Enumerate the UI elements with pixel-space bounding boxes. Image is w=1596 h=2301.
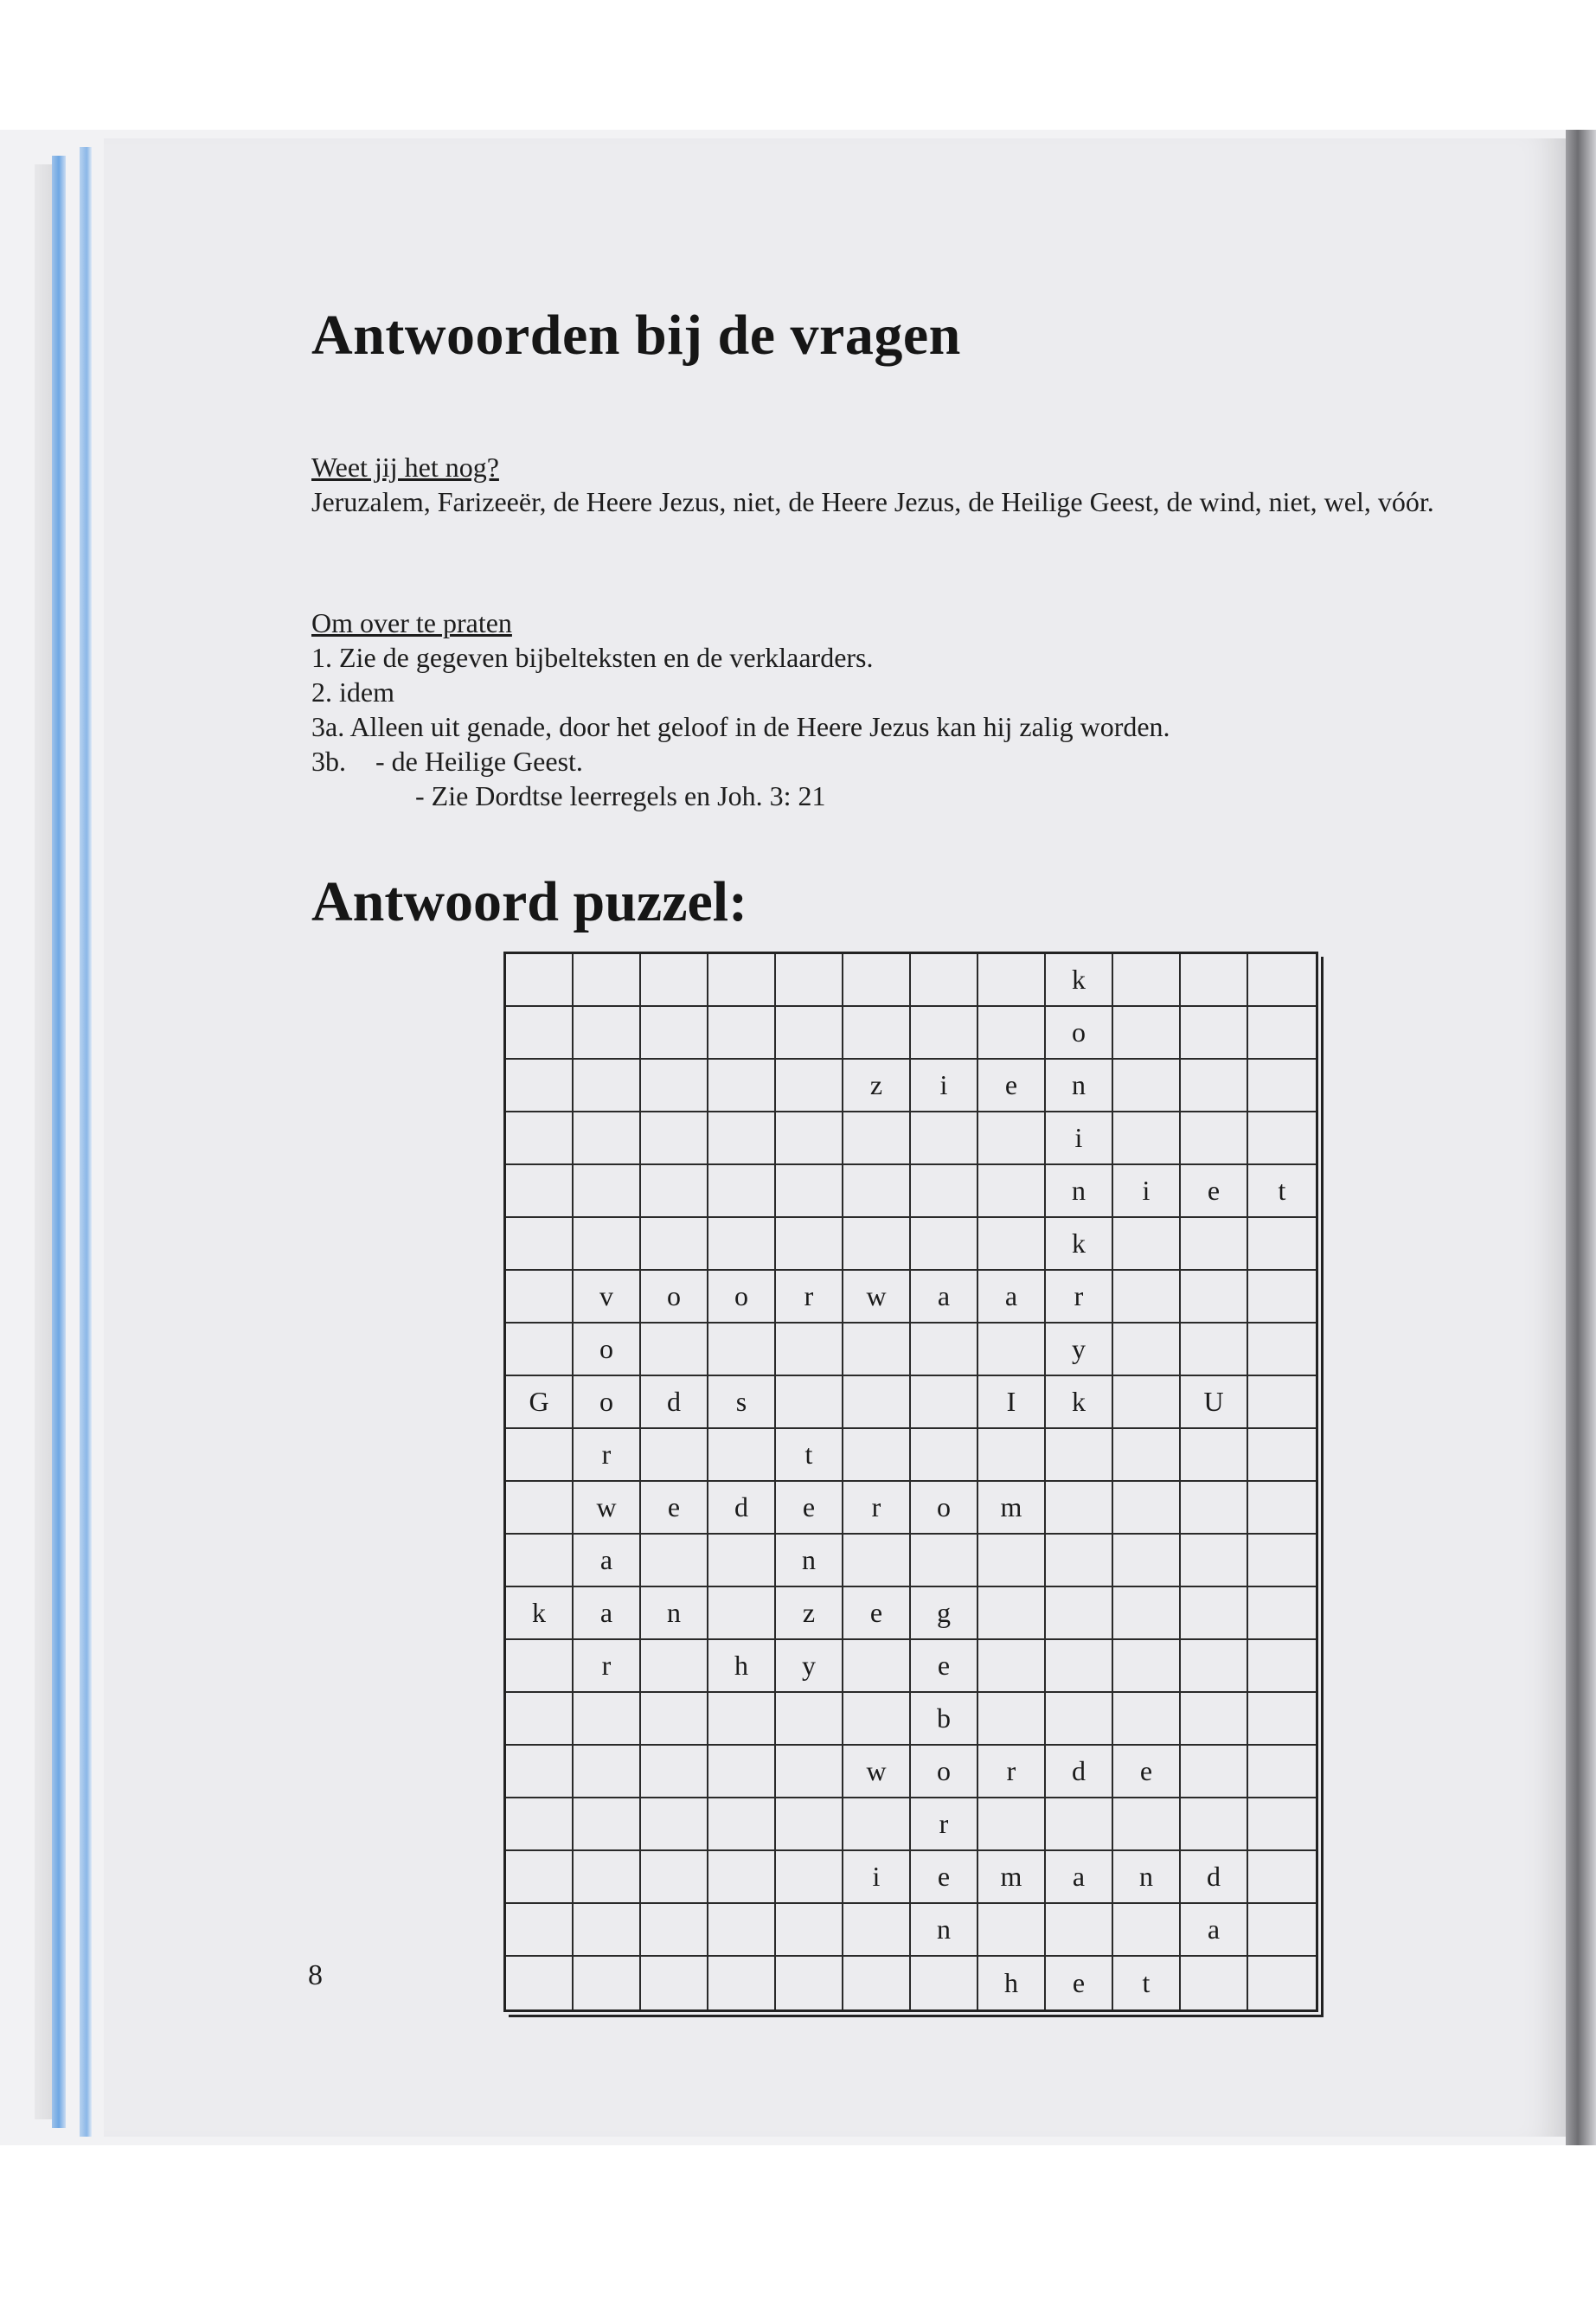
grid-cell [506,954,574,1007]
grid-cell [776,1376,843,1429]
grid-cell: i [1046,1112,1113,1165]
grid-cell [1113,1218,1181,1271]
grid-cell [1113,1587,1181,1640]
grid-cell [506,1851,574,1904]
grid-cell [978,1587,1046,1640]
grid-cell [911,1165,978,1218]
grid-cell [506,1640,574,1693]
grid-cell [1113,1482,1181,1535]
grid-cell: w [843,1271,911,1324]
grid-cell: m [978,1482,1046,1535]
list-item: 3a. Alleen uit genade, door het geloof in de Heere Jezus kan hij zalig worden. [311,711,1170,742]
section-om-over-te-praten [311,606,1540,813]
grid-cell: r [574,1429,641,1482]
grid-cell [776,1798,843,1851]
grid-cell [776,1165,843,1218]
grid-cell [843,1324,911,1376]
grid-cell [641,1693,708,1746]
grid-cell: a [574,1587,641,1640]
grid-cell: a [978,1271,1046,1324]
grid-cell: a [574,1535,641,1587]
grid-cell: g [911,1587,978,1640]
grid-cell [1181,1587,1248,1640]
grid-cell [574,1218,641,1271]
grid-cell: n [641,1587,708,1640]
grid-cell [843,1376,911,1429]
grid-cell: I [978,1376,1046,1429]
grid-cell [506,1271,574,1324]
grid-cell [641,1535,708,1587]
grid-cell [911,1429,978,1482]
grid-cell: e [1181,1165,1248,1218]
grid-cell [506,1798,574,1851]
grid-cell [708,1693,776,1746]
grid-cell [1248,1693,1316,1746]
grid-cell [1181,1640,1248,1693]
grid-cell [1248,954,1316,1007]
grid-cell [1046,1798,1113,1851]
grid-cell [1181,1218,1248,1271]
grid-cell [978,954,1046,1007]
grid-cell [843,1693,911,1746]
grid-cell [641,1957,708,2009]
grid-cell [708,1746,776,1798]
grid-cell [978,1798,1046,1851]
grid-cell [641,1324,708,1376]
grid-cell [776,1957,843,2009]
grid-cell: w [574,1482,641,1535]
grid-cell: d [641,1376,708,1429]
grid-cell: o [574,1376,641,1429]
grid-cell [506,1429,574,1482]
puzzle-title: Antwoord puzzel: [311,870,748,933]
grid-cell [843,1165,911,1218]
right-page-edge [1566,130,1596,2145]
grid-cell: b [911,1693,978,1746]
grid-cell [1248,1957,1316,2009]
grid-cell [641,1746,708,1798]
grid-cell [506,1957,574,2009]
grid-cell [1181,1060,1248,1112]
grid-cell [776,1218,843,1271]
grid-cell [708,1007,776,1060]
grid-cell [574,1904,641,1957]
grid-cell: k [1046,1218,1113,1271]
grid-cell [1181,1112,1248,1165]
grid-cell: v [574,1271,641,1324]
section-label: Weet jij het nog? [311,452,499,483]
grid-cell: k [1046,954,1113,1007]
grid-cell [641,1060,708,1112]
grid-cell [641,1165,708,1218]
grid-cell [1046,1640,1113,1693]
grid-cell [911,1218,978,1271]
grid-cell [978,1429,1046,1482]
grid-cell [978,1640,1046,1693]
grid-cell [641,1429,708,1482]
grid-cell [574,1746,641,1798]
grid-cell: n [1046,1165,1113,1218]
list-item-prefix: 3b. [311,746,346,777]
grid-cell [1248,1007,1316,1060]
grid-cell [641,1007,708,1060]
grid-cell [641,1904,708,1957]
grid-cell [776,1746,843,1798]
grid-cell: h [978,1957,1046,2009]
grid-cell [574,1693,641,1746]
blue-page-edge [52,156,66,2128]
grid-cell [911,1535,978,1587]
grid-cell [911,1957,978,2009]
grid-cell: e [978,1060,1046,1112]
list-item-sub: - de Heilige Geest. [375,746,583,777]
grid-cell: d [1046,1746,1113,1798]
grid-cell [1113,1376,1181,1429]
grid-cell [843,1904,911,1957]
grid-cell [641,1640,708,1693]
grid-cell: a [1046,1851,1113,1904]
grid-cell [1113,1904,1181,1957]
grid-cell [1181,1271,1248,1324]
grid-cell: k [1046,1376,1113,1429]
grid-cell: i [911,1060,978,1112]
grid-cell [1248,1271,1316,1324]
grid-cell [1113,1693,1181,1746]
grid-cell: r [776,1271,843,1324]
grid-cell [978,1904,1046,1957]
grid-cell [1181,1798,1248,1851]
grid-cell: n [911,1904,978,1957]
grid-cell: U [1181,1376,1248,1429]
grid-cell [708,954,776,1007]
grid-cell [574,1007,641,1060]
grid-cell [1181,954,1248,1007]
grid-cell [708,1165,776,1218]
grid-cell: G [506,1376,574,1429]
grid-cell [708,1060,776,1112]
grid-cell [978,1324,1046,1376]
grid-cell: t [1248,1165,1316,1218]
grid-cell [1248,1587,1316,1640]
grid-cell [1181,1957,1248,2009]
grid-cell: k [506,1587,574,1640]
grid-cell [708,1535,776,1587]
grid-cell: z [843,1060,911,1112]
grid-cell: e [1113,1746,1181,1798]
grid-cell [574,1165,641,1218]
grid-cell: e [641,1482,708,1535]
grid-cell [776,1060,843,1112]
grid-cell [1181,1429,1248,1482]
grid-cell [843,1640,911,1693]
grid-cell [506,1007,574,1060]
grid-cell [1113,1429,1181,1482]
grid-cell: z [776,1587,843,1640]
grid-cell [1248,1798,1316,1851]
grid-cell [843,1429,911,1482]
grid-cell [978,1693,1046,1746]
grid-cell [776,1324,843,1376]
grid-cell [776,1851,843,1904]
grid-cell: o [708,1271,776,1324]
grid-cell [1113,1112,1181,1165]
grid-cell: n [1113,1851,1181,1904]
grid-cell [911,1324,978,1376]
grid-cell [1113,954,1181,1007]
grid-cell: w [843,1746,911,1798]
grid-cell [1046,1587,1113,1640]
grid-cell [1248,1429,1316,1482]
grid-cell [776,954,843,1007]
grid-cell: y [1046,1324,1113,1376]
grid-cell [978,1535,1046,1587]
grid-cell [843,1112,911,1165]
grid-cell: n [776,1535,843,1587]
grid-cell [506,1535,574,1587]
grid-cell: o [1046,1007,1113,1060]
section-label: Om over te praten [311,607,512,638]
grid-cell [1113,1640,1181,1693]
grid-cell [1248,1640,1316,1693]
grid-cell [708,1324,776,1376]
grid-cell [506,1746,574,1798]
grid-cell [1181,1693,1248,1746]
list-item-sub: - Zie Dordtse leerregels en Joh. 3: 21 [415,780,826,811]
list-item: 1. Zie de gegeven bijbelteksten en de verklaarders. [311,642,874,673]
grid-cell: e [911,1640,978,1693]
grid-cell [776,1693,843,1746]
grid-cell: i [843,1851,911,1904]
grid-cell [708,1957,776,2009]
grid-cell: d [708,1482,776,1535]
grid-cell: r [978,1746,1046,1798]
grid-cell: e [843,1587,911,1640]
grid-cell [1046,1693,1113,1746]
grid-cell: a [911,1271,978,1324]
grid-cell [708,1798,776,1851]
grid-cell [574,1798,641,1851]
grid-cell [776,1904,843,1957]
grid-cell [708,1218,776,1271]
grid-cell [1113,1060,1181,1112]
section-text: Jeruzalem, Farizeeër, de Heere Jezus, niet, de Heere Jezus, de Heilige Geest, de wind, niet, wel, vóór. [311,486,1434,517]
grid-cell [506,1165,574,1218]
grid-cell: n [1046,1060,1113,1112]
grid-cell [1046,1429,1113,1482]
grid-cell [843,1957,911,2009]
grid-cell [1248,1851,1316,1904]
grid-cell [1248,1060,1316,1112]
grid-cell [1181,1007,1248,1060]
grid-cell [1113,1271,1181,1324]
grid-cell [708,1112,776,1165]
grid-cell [843,1798,911,1851]
grid-cell [1181,1746,1248,1798]
grid-cell [574,1060,641,1112]
grid-cell: r [1046,1271,1113,1324]
blue-page-edge-inner [80,147,92,2137]
grid-cell [574,1112,641,1165]
grid-cell [843,954,911,1007]
grid-cell: o [911,1746,978,1798]
grid-cell [506,1904,574,1957]
grid-cell: e [1046,1957,1113,2009]
grid-cell [641,1218,708,1271]
grid-cell [1248,1535,1316,1587]
grid-cell: r [574,1640,641,1693]
grid-cell [574,1957,641,2009]
grid-cell: t [1113,1957,1181,2009]
grid-cell [1113,1007,1181,1060]
grid-cell [506,1218,574,1271]
grid-cell [1248,1112,1316,1165]
grid-cell [506,1112,574,1165]
grid-cell: h [708,1640,776,1693]
grid-cell [641,1851,708,1904]
grid-cell [708,1587,776,1640]
grid-cell [776,1112,843,1165]
grid-cell [506,1482,574,1535]
grid-cell [978,1165,1046,1218]
grid-cell: o [574,1324,641,1376]
grid-cell [843,1535,911,1587]
grid-cell [1113,1324,1181,1376]
grid-cell [1248,1904,1316,1957]
crossword-grid [503,952,1318,2012]
grid-cell [1113,1798,1181,1851]
grid-cell [641,1798,708,1851]
grid-cell [911,1007,978,1060]
grid-cell [911,1112,978,1165]
grid-cell [1113,1535,1181,1587]
grid-cell [1248,1376,1316,1429]
grid-cell: e [776,1482,843,1535]
list-item [311,744,1540,779]
grid-cell [1181,1482,1248,1535]
grid-cell [776,1007,843,1060]
grid-cell [1248,1482,1316,1535]
grid-cell: r [843,1482,911,1535]
grid-cell [978,1007,1046,1060]
grid-cell: i [1113,1165,1181,1218]
grid-cell [978,1218,1046,1271]
grid-cell: m [978,1851,1046,1904]
grid-cell: o [641,1271,708,1324]
grid-cell [506,1060,574,1112]
grid-cell: e [911,1851,978,1904]
grid-cell [978,1112,1046,1165]
grid-cell [641,1112,708,1165]
grid-cell [1046,1535,1113,1587]
grid-cell [708,1851,776,1904]
grid-cell [911,954,978,1007]
section-weet-jij-het-nog [311,450,1540,519]
list-item: 2. idem [311,676,394,708]
grid-cell [708,1429,776,1482]
grid-cell [1046,1904,1113,1957]
grid-cell [708,1904,776,1957]
grid-cell [641,954,708,1007]
grid-cell: a [1181,1904,1248,1957]
grid-cell [843,1007,911,1060]
grid-cell [1248,1324,1316,1376]
grid-cell: o [911,1482,978,1535]
grid-cell [843,1218,911,1271]
page-title: Antwoorden bij de vragen [311,304,961,367]
grid-cell [1046,1482,1113,1535]
grid-cell: s [708,1376,776,1429]
grid-cell [574,954,641,1007]
grid-cell [506,1324,574,1376]
page-number: 8 [308,1959,323,1991]
grid-cell [911,1376,978,1429]
grid-cell [1248,1746,1316,1798]
grid-cell: t [776,1429,843,1482]
grid-cell: y [776,1640,843,1693]
grid-cell: r [911,1798,978,1851]
grid-cell [574,1851,641,1904]
grid-cell [506,1693,574,1746]
grid-cell [1181,1535,1248,1587]
grid-cell [1181,1324,1248,1376]
grid-cell [1248,1218,1316,1271]
grid-cell: d [1181,1851,1248,1904]
